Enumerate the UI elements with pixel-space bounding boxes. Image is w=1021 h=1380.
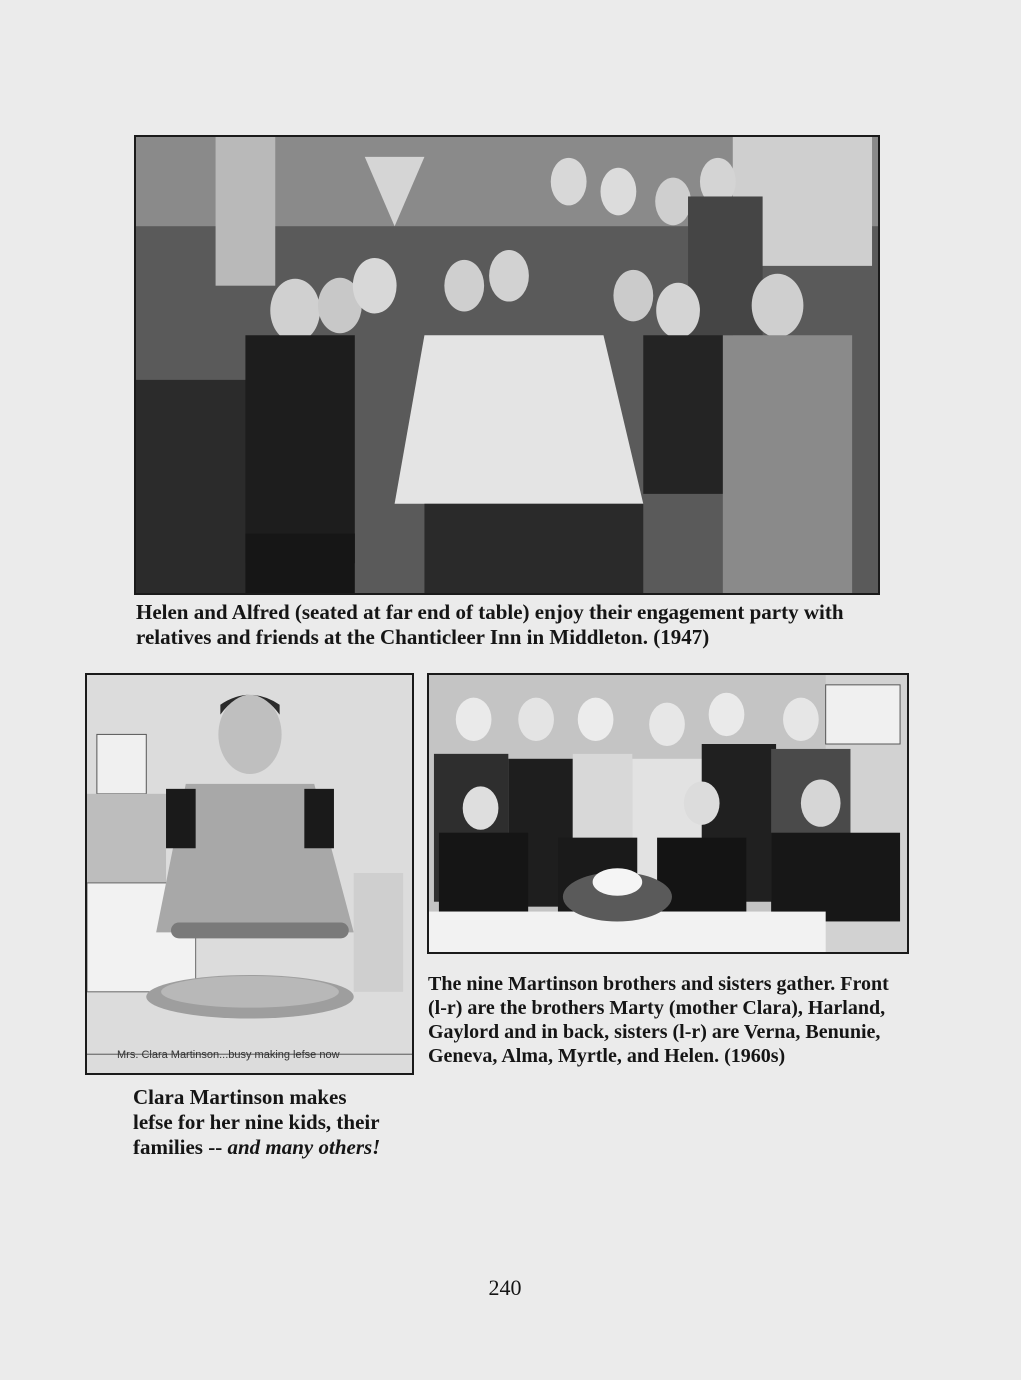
clara-lefse-photo [85,673,414,1075]
martinson-siblings-photo [427,673,909,954]
siblings-caption [428,972,908,1068]
engagement-party-image [136,137,878,593]
clara-caption [133,1085,403,1160]
engagement-party-caption [136,600,896,650]
clara-inset-caption: Mrs. Clara Martinson...busy making lefse now [117,1049,340,1061]
martinson-siblings-image [429,675,907,952]
caption-line: The nine Martinson brothers and sisters gather. Front [428,973,889,995]
caption-line: relatives and friends at the Chanticleer Inn in Middleton. (1947) [136,625,710,649]
caption-text: families -- [133,1135,228,1159]
engagement-party-photo [134,135,880,595]
caption-line: Helen and Alfred (seated at far end of table) enjoy their engagement party with [136,600,844,624]
page-number: 240 [488,1275,522,1300]
caption-line: (l-r) are the brothers Marty (mother Clara), Harland, [428,997,886,1019]
caption-italic-text: and many others! [227,1135,381,1159]
caption-line [133,1135,403,1160]
caption-line: Gaylord and in back, sisters (l-r) are Verna, Benunie, [428,1021,881,1043]
caption-line: lefse for her nine kids, their [133,1110,380,1134]
clara-lefse-image [87,675,412,1073]
caption-line: Clara Martinson makes [133,1085,347,1109]
caption-line: Geneva, Alma, Myrtle, and Helen. (1960s) [428,1045,786,1067]
